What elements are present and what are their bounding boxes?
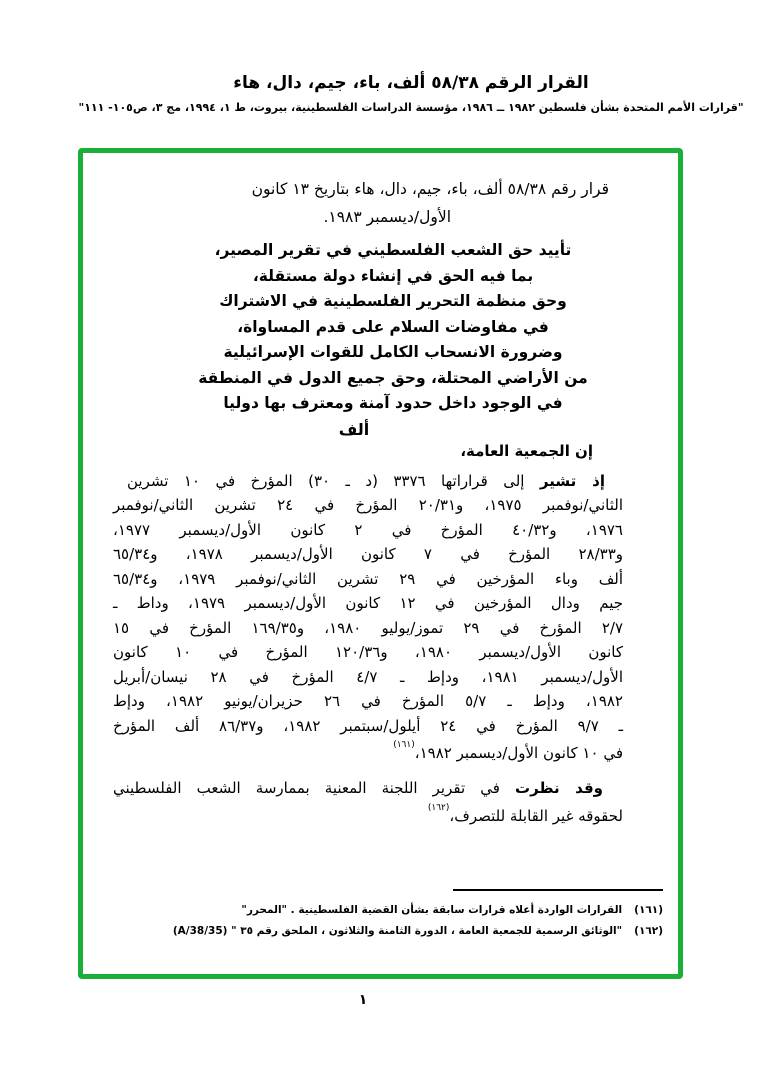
preamble-line: في الوجود داخل حدود آمنة ومعترف بها دوليا xyxy=(223,394,563,412)
citation-line-2: الأول/ديسمبر ١٩٨٣. xyxy=(323,208,451,226)
preamble-line: بما فيه الحق في إنشاء دولة مستقلة، xyxy=(252,266,534,285)
recalls-last-line xyxy=(113,738,623,766)
footnote-marker: (١٦١) xyxy=(634,903,663,916)
footnote-ref-162: (١٦٢) xyxy=(427,802,450,813)
considered-line-text: في تقرير اللجنة المعنية بممارسة الشعب الفلسطيني xyxy=(113,778,500,797)
document-header xyxy=(64,72,758,115)
footnote-161 xyxy=(113,900,663,921)
footnote-marker: (١٦٢) xyxy=(634,924,663,937)
considered-last-text: لحقوقه غير القابلة للتصرف، xyxy=(449,806,623,825)
footnote-divider-rule xyxy=(453,889,663,891)
footnote-text-arabic: "الوثائق الرسمية للجمعية العامة ، الدورة الثامنة والثلاثون ، الملحق رقم ٣٥ " xyxy=(231,924,623,937)
section-heading-alef: ألف xyxy=(338,419,370,439)
citation-line-1: قرار رقم ٥٨/٣٨ ألف، باء، جيم، دال، هاء بتاريخ ١٣ كانون xyxy=(251,180,609,198)
recalls-line: الثاني/نوفمبر ١٩٧٥، و٢٠/٣١ المؤرخ في ٢٤ تشرين الثاني/نوفمبر xyxy=(113,496,623,514)
considered-paragraph xyxy=(113,776,623,829)
footnote-text xyxy=(173,921,622,942)
resolution-box-content xyxy=(83,153,678,942)
recalls-line: ٢/٧ المؤرخ في ٢٩ تموز/يوليو ١٩٨٠، و١٦٩/٣٥ المؤرخ في ١٥ xyxy=(113,618,624,637)
considered-lead: وقد نظرت xyxy=(515,778,603,797)
recalls-line: ـ ٩/٧ المؤرخ في ٢٤ أيلول/سبتمبر ١٩٨٢، و٨٦/٣٧ ألف المؤرخ xyxy=(113,716,623,735)
preamble-line: من الأراضي المحتلة، وحق جميع الدول في المنطقة xyxy=(198,368,588,387)
footnote-document-symbol: (A/38/35) xyxy=(172,924,228,937)
recalls-last-text: في ١٠ كانون الأول/ديسمبر ١٩٨٢، xyxy=(414,744,623,762)
footnote-text: القرارات الواردة أعلاه قرارات سابقة بشأن القضية الفلسطينية . "المحرر" xyxy=(241,903,623,916)
preamble-block xyxy=(163,238,623,417)
recalls-line: و٢٨/٣٣ المؤرخ في ٧ كانون الأول/ديسمبر ١٩٧٨، و٦٥/٣٤ xyxy=(113,545,623,563)
document-source-line: "قرارات الأمم المتحدة بشأن فلسطين ١٩٨٢ ــ ١٩٨٦، مؤسسة الدراسات الفلسطينية، بيروت، ط ١، ١٩٩٤، مج ٣، ص١٠٥- ١١١" xyxy=(78,101,744,114)
recalls-paragraph xyxy=(113,469,623,766)
page-number: ١ xyxy=(358,992,368,1008)
recalls-line-text: إلى قراراتها ٣٣٧٦ (د ـ ٣٠) المؤرخ في ١٠ تشرين xyxy=(127,471,525,490)
recalls-line: ١٩٧٦، و٤٠/٣٢ المؤرخ في ٢ كانون الأول/ديسمبر ١٩٧٧، xyxy=(113,520,623,539)
preamble-line: تأييد حق الشعب الفلسطيني في تقرير المصير، xyxy=(214,241,572,259)
preamble-line: في مفاوضات السلام على قدم المساواة، xyxy=(237,317,549,336)
recalls-line: جيم ودال المؤرخين في ١٢ كانون الأول/ديسمبر ١٩٧٩، وداط ـ xyxy=(113,594,623,612)
recalls-line: ١٩٨٢، ودإط ـ ٥/٧ المؤرخ في ٢٦ حزيران/يونيو ١٩٨٢، ودإط xyxy=(113,692,623,710)
footnote-ref-161: (١٦١) xyxy=(393,740,415,750)
recalls-line: الأول/ديسمبر ١٩٨١، ودإط ـ ٤/٧ المؤرخ في ٢٨ نيسان/أبريل xyxy=(113,667,623,686)
considered-last-line xyxy=(113,801,623,829)
recalls-lead: إذ تشير xyxy=(539,471,605,490)
document-title: القرار الرقم ٥٨/٣٨ ألف، باء، جيم، دال، هاء xyxy=(233,73,589,93)
recalls-line xyxy=(127,469,605,494)
preamble-line: وضرورة الانسحاب الكامل للقوات الإسرائيلية xyxy=(223,343,563,361)
recalls-line: كانون الأول/ديسمبر ١٩٨٠، و١٢٠/٣٦ المؤرخ في ١٠ كانون xyxy=(113,643,624,661)
preamble-line: وحق منظمة التحرير الفلسطينية في الاشتراك xyxy=(219,292,567,310)
footnotes-block xyxy=(113,889,663,942)
resolution-box xyxy=(78,148,683,979)
salutation-line: إن الجمعية العامة، xyxy=(460,441,593,460)
considered-line xyxy=(113,776,603,801)
footnote-162 xyxy=(113,921,663,942)
resolution-citation xyxy=(113,175,623,231)
recalls-line: ألف وباء المؤرخين في ٢٩ تشرين الثاني/نوفمبر ١٩٧٩، و٦٥/٣٤ xyxy=(113,569,624,588)
